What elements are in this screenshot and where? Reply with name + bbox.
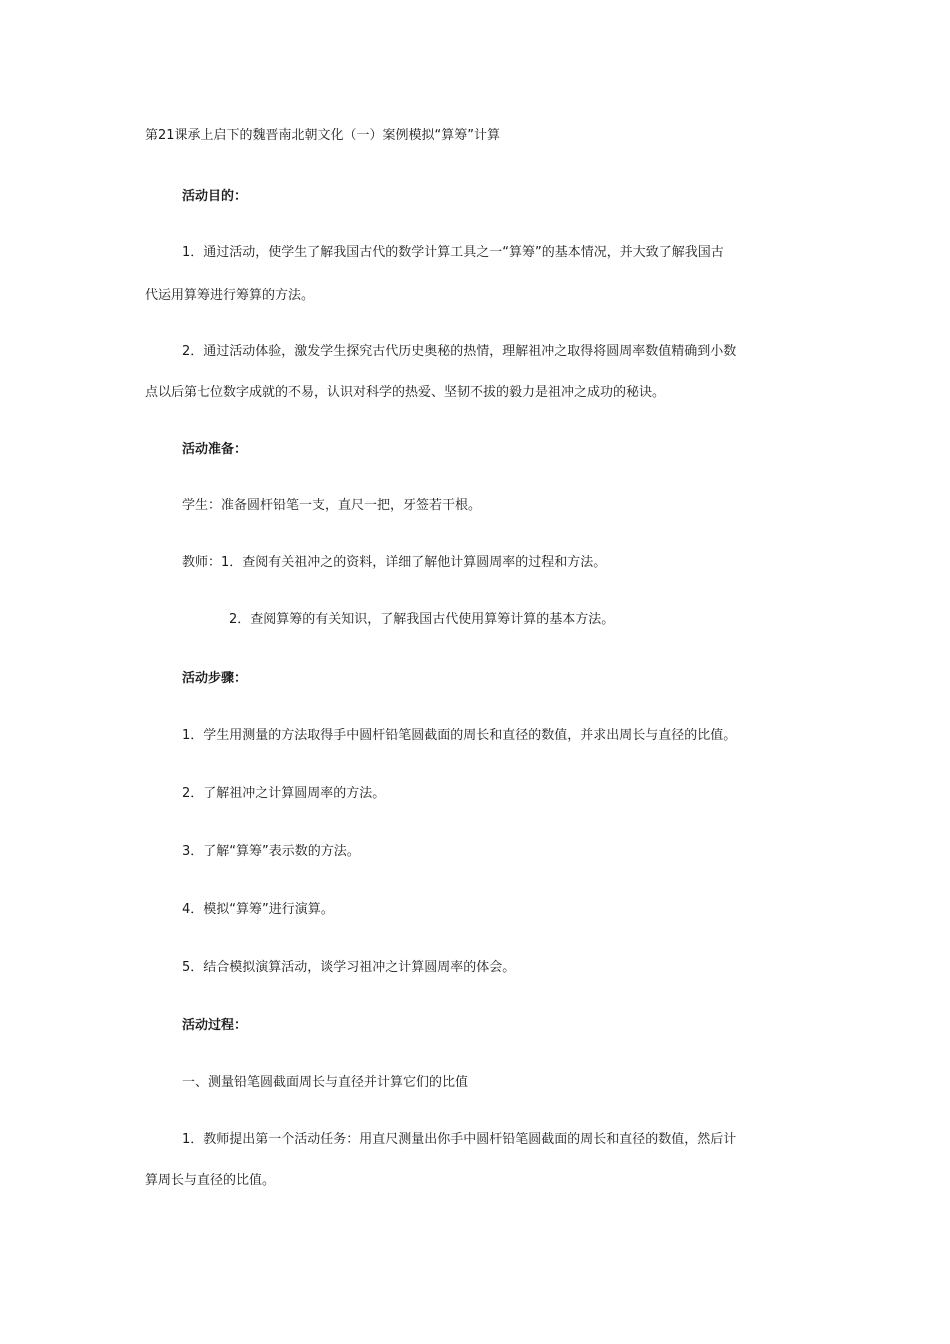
preparation-teacher-2: 2．查阅算筹的有关知识，了解我国古代使用算筹计算的基本方法。 bbox=[229, 612, 615, 627]
steps-heading: 活动步骤： bbox=[182, 671, 248, 686]
purpose-item-2-line-2: 点以后第七位数字成就的不易，认识对科学的热爱、坚韧不拔的毅力是祖冲之成功的秘诀。 bbox=[145, 385, 666, 400]
step-1: 1．学生用测量的方法取得手中圆杆铅笔圆截面的周长和直径的数值，并求出周长与直径的比值。 bbox=[182, 728, 737, 743]
step-3: 3．了解“算筹”表示数的方法。 bbox=[182, 844, 360, 859]
step-5: 5．结合模拟演算活动，谈学习祖冲之计算圆周率的体会。 bbox=[182, 960, 516, 975]
purpose-item-2-line-1: 2．通过活动体验，激发学生探究古代历史奥秘的热情，理解祖冲之取得将圆周率数值精确到小数 bbox=[182, 344, 737, 359]
document-title: 第21课承上启下的魏晋南北朝文化（一）案例模拟“算筹”计算 bbox=[145, 128, 501, 143]
process-item-1-line-1: 1．教师提出第一个活动任务：用直尺测量出你手中圆杆铅笔圆截面的周长和直径的数值，然后计 bbox=[182, 1132, 737, 1147]
purpose-item-1-line-1: 1．通过活动，使学生了解我国古代的数学计算工具之一“算筹”的基本情况，并大致了解我国古 bbox=[182, 245, 724, 260]
preparation-teacher-1: 教师：1．查阅有关祖冲之的资料，详细了解他计算圆周率的过程和方法。 bbox=[182, 555, 607, 570]
preparation-heading: 活动准备： bbox=[182, 442, 248, 457]
step-2: 2．了解祖冲之计算圆周率的方法。 bbox=[182, 786, 386, 801]
purpose-heading: 活动目的： bbox=[182, 189, 248, 204]
preparation-student: 学生：准备圆杆铅笔一支，直尺一把，牙签若干根。 bbox=[182, 498, 482, 513]
process-subsection-1: 一、测量铅笔圆截面周长与直径并计算它们的比值 bbox=[182, 1075, 469, 1090]
process-heading: 活动过程： bbox=[182, 1018, 248, 1033]
process-item-1-line-2: 算周长与直径的比值。 bbox=[145, 1173, 276, 1188]
step-4: 4．模拟“算筹”进行演算。 bbox=[182, 902, 334, 917]
purpose-item-1-line-2: 代运用算筹进行筹算的方法。 bbox=[145, 288, 315, 303]
